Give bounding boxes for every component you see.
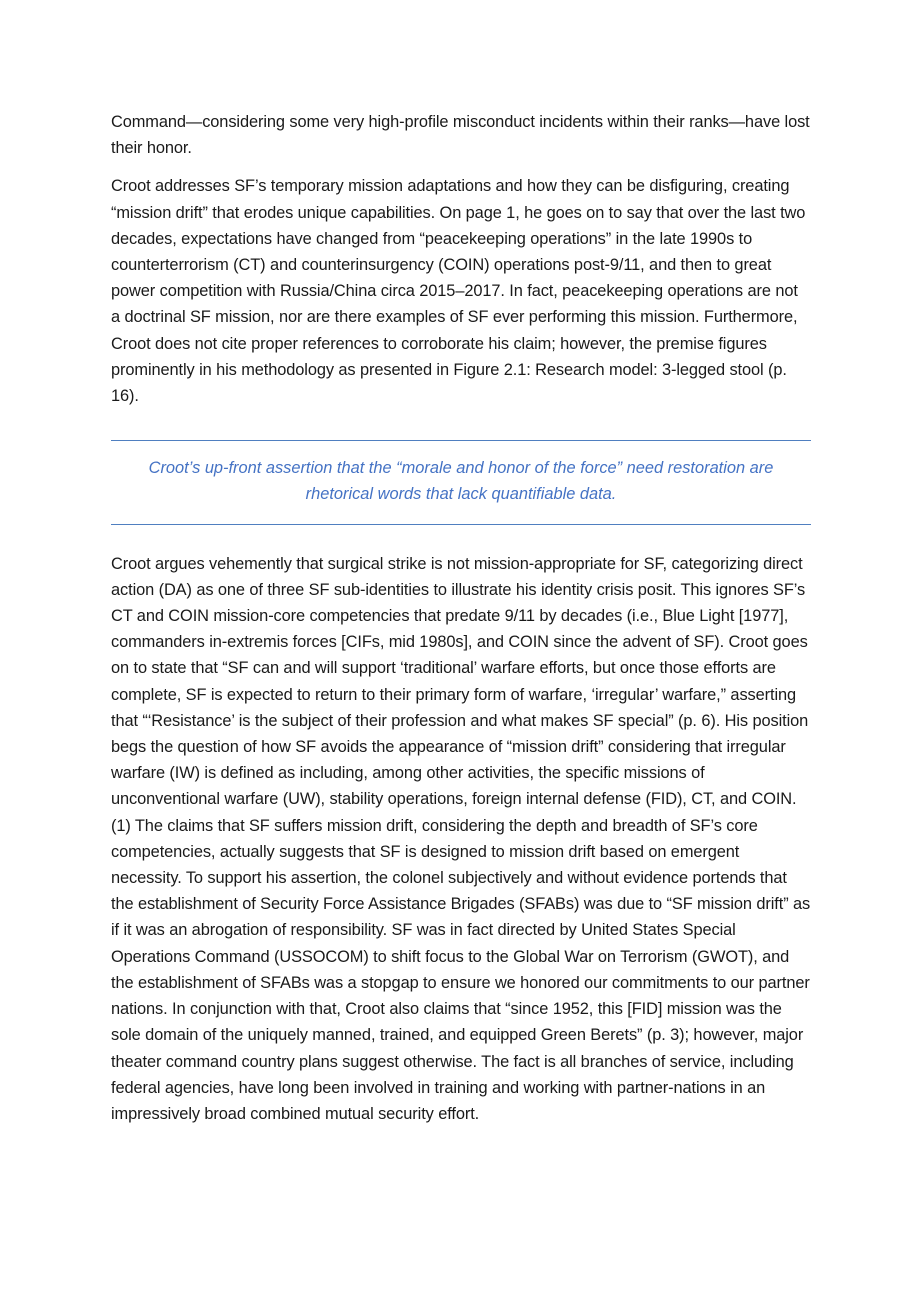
- document-page: [111, 109, 811, 1127]
- pull-quote-text: Croot’s up-front assertion that the “morale and honor of the force” need restoration are rhetorical words that lack quantifiable data.: [148, 459, 774, 504]
- body-paragraph-3: Croot argues vehemently that surgical strike is not mission-appropriate for SF, categorizing direct action (DA) as one of three SF sub-identities to illustrate his identity crisis posit. This ignores SF’s CT and COIN mission-core competencies that predate 9/11 by decades (i.e., Blue Light [1977], commanders in-extremis forces [CIFs, mid 1980s], and COIN since the advent of SF). Croot goes on to state that “SF can and will support ‘traditional’ warfare efforts, but once those efforts are complete, SF is expected to return to their primary form of warfare, ‘irregular’ warfare,” asserting that “‘Resistance’ is the subject of their profession and what makes SF special” (p. 6). His position begs the question of how SF avoids the appearance of “mission drift” considering that irregular warfare (IW) is defined as including, among other activities, the specific missions of unconventional warfare (UW), stability operations, foreign internal defense (FID), CT, and COIN. (1) The claims that SF suffers mission drift, considering the depth and breadth of SF’s core competencies, actually suggests that SF is designed to mission drift based on emergent necessity. To support his assertion, the colonel subjectively and without evidence portends that the establishment of Security Force Assistance Brigades (SFABs) was due to “SF mission drift” as if it was an abrogation of responsibility. SF was in fact directed by United States Special Operations Command (USSOCOM) to shift focus to the Global War on Terrorism (GWOT), and the establishment of SFABs was a stopgap to ensure we honored our commitments to our partner nations. In conjunction with that, Croot also claims that “since 1952, this [FID] mission was the sole domain of the uniquely manned, trained, and equipped Green Berets” (p. 3); however, major theater command country plans suggest otherwise. The fact is all branches of service, including federal agencies, have long been involved in training and working with partner-nations in an impressively broad combined mutual security effort.: [111, 554, 811, 1123]
- body-paragraph-2: Croot addresses SF’s temporary mission adaptations and how they can be disfiguring, creating “mission drift” that erodes unique capabilities. On page 1, he goes on to say that over the last two decades, expectations have changed from “peacekeeping operations” in the late 1990s to counterterrorism (CT) and counterinsurgency (COIN) operations post-9/11, and then to great power competition with Russia/China circa 2015–2017. In fact, peacekeeping operations are not a doctrinal SF mission, nor are there examples of SF ever performing this mission. Furthermore, Croot does not cite proper references to corroborate his claim; however, the premise figures prominently in his methodology as presented in Figure 2.1: Research model: 3-legged stool (p. 16).: [111, 177, 806, 406]
- pull-quote-box: [111, 440, 811, 524]
- body-paragraph-1: Command—considering some very high-profile misconduct incidents within their ranks—have lost their honor.: [111, 113, 810, 158]
